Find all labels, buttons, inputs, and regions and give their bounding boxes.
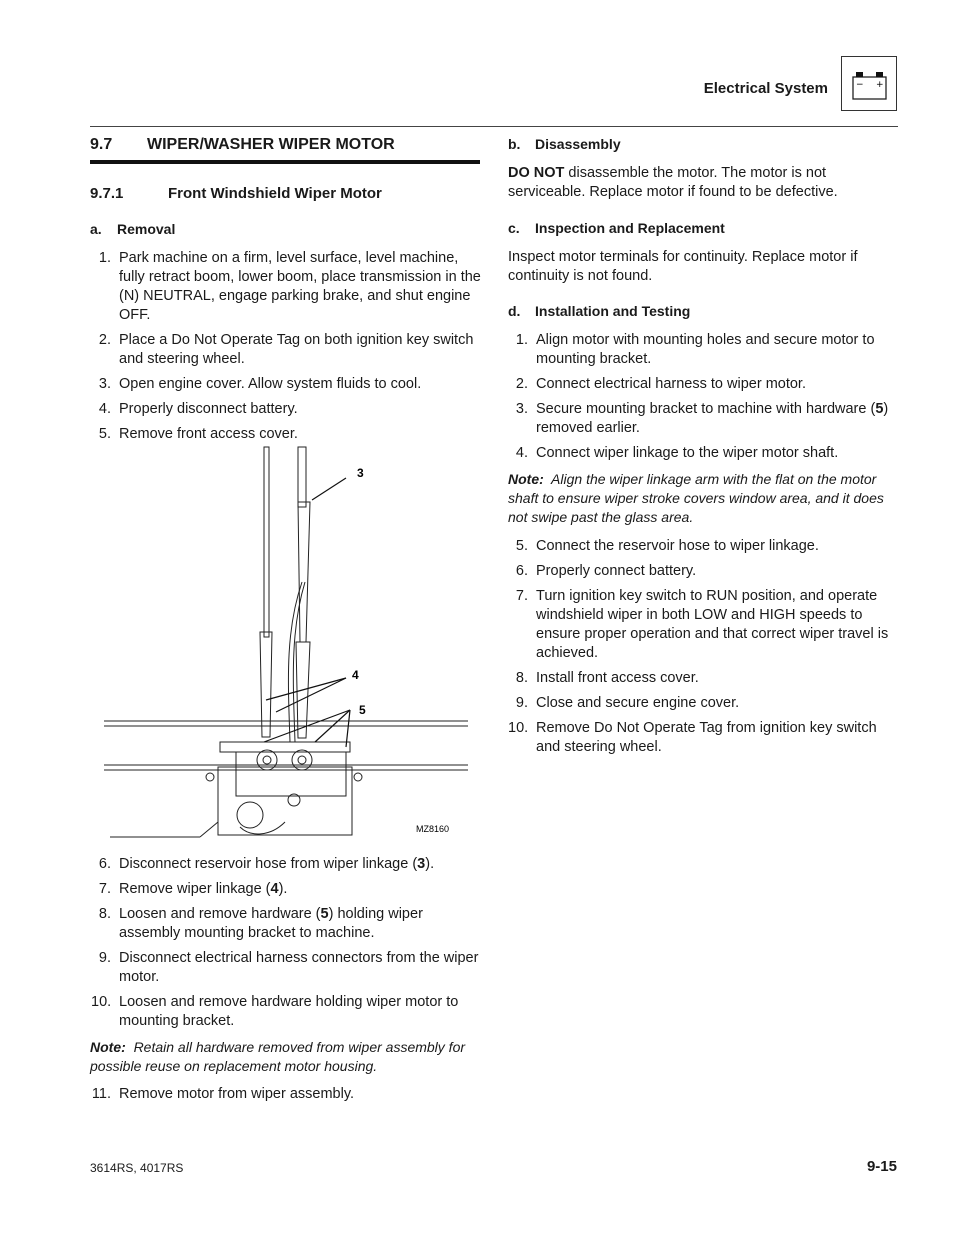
section-number: 9.7	[90, 136, 113, 153]
list-item: 5. Remove front access cover.	[98, 426, 298, 442]
list-item: 6. Properly connect battery.	[515, 563, 697, 579]
removal-title: Removal	[117, 221, 176, 237]
left-wiper-blade	[264, 447, 269, 637]
list-item: 4. Properly disconnect battery.	[98, 401, 298, 417]
installation-steps-1-4	[508, 331, 900, 469]
callout-3: 3	[357, 466, 364, 480]
removal-steps-6-10	[91, 855, 483, 1037]
removal-letter: a.	[90, 221, 102, 237]
list-item: 9. Disconnect electrical harness connectors from the wiper motor.	[98, 950, 479, 985]
subsection-heading	[90, 185, 382, 202]
inspection-title: Inspection and Replacement	[535, 220, 725, 236]
inspection-letter: c.	[508, 220, 520, 236]
installation-letter: d.	[508, 303, 521, 319]
disassembly-title: Disassembly	[535, 136, 621, 152]
installation-title: Installation and Testing	[535, 303, 691, 319]
list-item: 10. Remove Do Not Operate Tag from ignition key switch and steering wheel.	[508, 720, 877, 755]
installation-note: Note: Align the wiper linkage arm with the flat on the motor shaft to ensure wiper stroke covers window area, and it does not swipe past the glass area.	[508, 471, 884, 525]
list-item: 2. Place a Do Not Operate Tag on both ignition key switch and steering wheel.	[98, 332, 474, 367]
list-item: 8. Loosen and remove hardware (5) holding wiper assembly mounting bracket to machine.	[98, 906, 423, 941]
installation-heading	[508, 303, 690, 319]
list-item: 10. Loosen and remove hardware holding wiper motor to mounting bracket.	[91, 994, 459, 1029]
subsection-number: 9.7.1	[90, 185, 124, 202]
list-item: 9. Close and secure engine cover.	[515, 695, 740, 711]
footer-models: 3614RS, 4017RS	[90, 1161, 184, 1175]
list-item: 1. Align motor with mounting holes and secure motor to mounting bracket.	[515, 332, 875, 367]
page-header-title: Electrical System	[703, 80, 828, 97]
callout-4: 4	[352, 668, 359, 682]
inspection-heading	[508, 220, 725, 236]
wiper-motor-housing	[236, 752, 346, 796]
section-title: WIPER/WASHER WIPER MOTOR	[147, 136, 395, 153]
disassembly-letter: b.	[508, 136, 521, 152]
list-item: 5. Connect the reservoir hose to wiper linkage.	[515, 538, 819, 554]
list-item: 3. Secure mounting bracket to machine with hardware (5) removed earlier.	[515, 401, 889, 436]
removal-steps-1-5	[91, 249, 483, 450]
list-item: 7. Remove wiper linkage (4).	[98, 881, 288, 897]
list-item: 2. Connect electrical harness to wiper motor.	[515, 376, 806, 392]
section-rule	[90, 160, 480, 164]
list-item: 11. Remove motor from wiper assembly.	[91, 1086, 355, 1102]
subsection-title: Front Windshield Wiper Motor	[168, 185, 382, 202]
battery-plus-label: +	[876, 80, 884, 90]
list-item: 3. Open engine cover. Allow system fluids to cool.	[98, 376, 422, 392]
list-item: 4. Connect wiper linkage to the wiper motor shaft.	[515, 445, 839, 461]
list-item: 6. Disconnect reservoir hose from wiper linkage (3).	[98, 856, 435, 872]
installation-steps-5-10	[508, 537, 900, 763]
battery-icon	[841, 56, 897, 111]
wiper-motor-figure	[100, 442, 472, 842]
page-number: 9-15	[866, 1158, 897, 1175]
removal-heading	[90, 221, 175, 237]
section-heading	[90, 136, 395, 154]
battery-minus-label: −	[856, 80, 864, 90]
header-rule	[90, 126, 898, 127]
removal-note: Note: Retain all hardware removed from wiper assembly for possible reuse on replacement motor housing.	[90, 1039, 466, 1074]
list-item: 8. Install front access cover.	[515, 670, 699, 686]
disassembly-heading	[508, 136, 621, 152]
callout-5: 5	[359, 703, 366, 717]
right-wiper-arm	[298, 502, 310, 642]
disassembly-text: DO NOT disassemble the motor. The motor is not serviceable. Replace motor if found to be defective.	[508, 165, 838, 200]
list-item: 7. Turn ignition key switch to RUN position, and operate windshield wiper in both LOW and HIGH speeds to ensure proper operation and that correct wiper travel is achieved.	[515, 588, 889, 661]
list-item: 1. Park machine on a firm, level surface, level machine, fully retract boom, lower boom, place transmission in the (N) NEUTRAL, engage parking brake, and shut engine OFF.	[98, 250, 481, 323]
removal-step-11	[91, 1085, 483, 1110]
inspection-text: Inspect motor terminals for continuity. Replace motor if continuity is not found.	[508, 249, 858, 284]
figure-code: MZ8160	[416, 824, 450, 834]
